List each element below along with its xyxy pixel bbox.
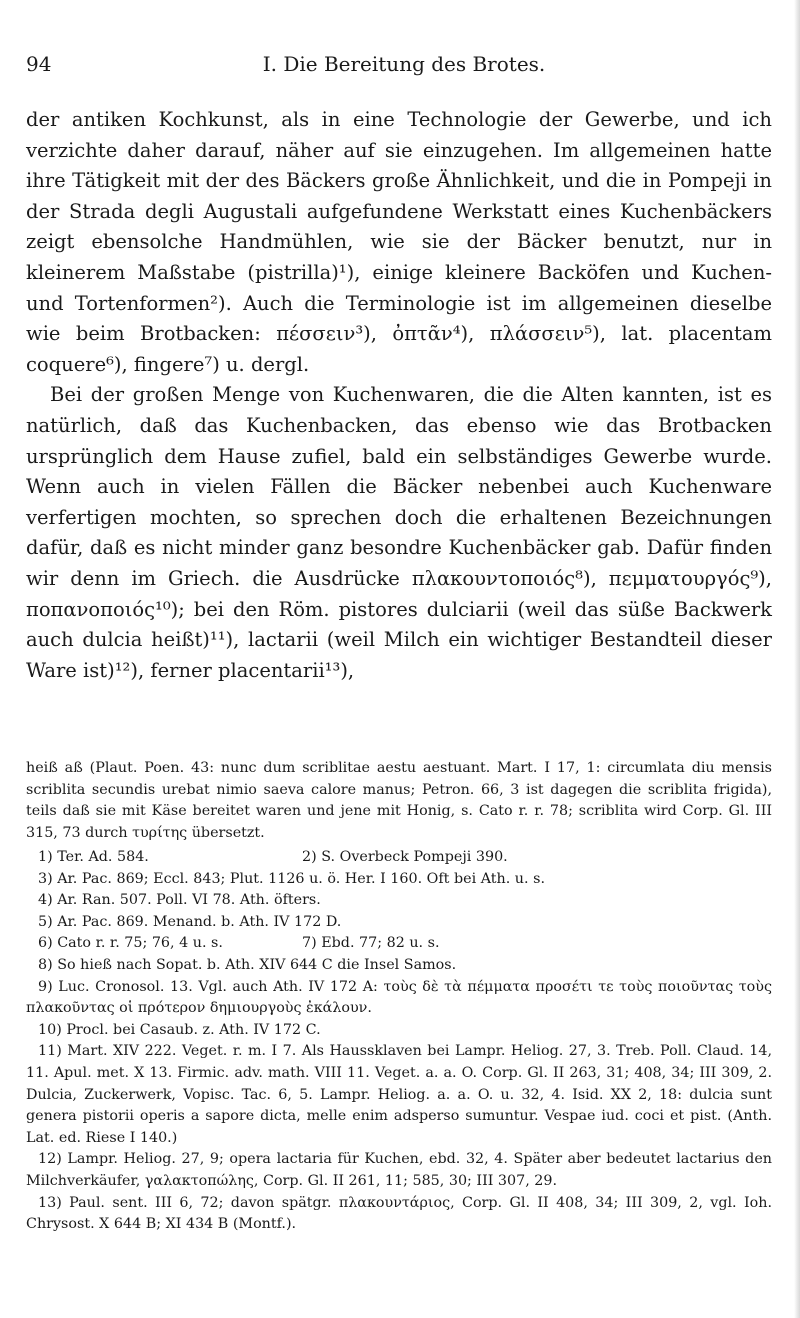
book-page [26,0,782,1318]
footnote: 11) Mart. XIV 222. Veget. r. m. I 7. Als Haussklaven bei Lampr. Heliog. 27, 3. Treb. Poll. Claud. 14, 11. Apul. met. X 13. Firmic. adv. math. VIII 11. Veget. a. a. O. Corp. Gl. II 263, 31; 408, 34; III 309, 2. Dulcia, Zuckerwerk, Vopisc. Tac. 6, 5. Lampr. Heliog. a. a. O. u. 32, 4. Isid. XX 2, 18: dulcia sunt genera pistorii operis a sapore dicta, melle enim adsperso sumuntur. Vespae iud. coci et pist. (Anth. Lat. ed. Riese I 140.) [26,1043,772,1146]
footnote: 8) So hieß nach Sopat. b. Ath. XIV 644 C die Insel Samos. [38,956,457,973]
continued-footnote-text: heiß aß (Plaut. Poen. 43: nunc dum scriblitae aestu aestuant. Mart. I 17, 1: circumlata diu mensis scriblita secundis urebat nimio saeva calore manus; Petron. 66, 3 ist dagegen die scriblita frigida), teils daß sie mit Käse bereitet waren und jene mit Honig, s. Cato r. r. 78; scriblita wird Corp. Gl. III 315, 73 durch τυρίτης übersetzt. [26,760,772,841]
page-edge-shadow [794,0,800,1318]
body-paragraph: der antiken Kochkunst, als in eine Technologie der Gewerbe, und ich verzichte daher darauf, näher auf sie einzugehen. Im allgemeinen hatte ihre Tätigkeit mit der des Bäckers große Ähnlichkeit, und die in Pompeji in der Strada degli Augustali aufgefundene Werkstatt eines Kuchenbäckers zeigt ebensolche Handmühlen, wie sie der Bäcker benutzt, nur in kleinerem Maßstabe (pistrilla)¹), einige kleinere Backöfen und Kuchen- und Tortenformen²). Auch die Terminologie ist im allgemeinen dieselbe wie beim Brotbacken: πέσσειν³), ὀπτᾶν⁴), πλάσσειν⁵), lat. placentam coquere⁶), fingere⁷) u. dergl. [26,108,772,376]
footnote: 6) Cato r. r. 75; 76, 4 u. s. [38,935,223,952]
footnote: 13) Paul. sent. III 6, 72; davon spätgr. πλακουντάριος, Corp. Gl. II 408, 34; III 309, 2, vgl. Ioh. Chrysost. X 644 B; XI 434 B (Montf.). [26,1194,772,1233]
footnote: 12) Lampr. Heliog. 27, 9; opera lactaria für Kuchen, ebd. 32, 4. Später aber bedeutet lactarius den Milchverkäufer, γαλακτοπώλης, Corp. Gl. II 261, 11; 585, 30; III 307, 29. [26,1151,772,1189]
chapter-title: I. Die Bereitung des Brotes. [262,52,546,76]
page-number: 94 [26,52,52,76]
footnote: 5) Ar. Pac. 869. Menand. b. Ath. IV 172 D. [38,913,342,930]
footnote-row [26,847,772,869]
continued-footnote [26,758,772,844]
footnote-row [26,933,772,955]
footnote: 1) Ter. Ad. 584. [38,849,149,865]
footnote: 3) Ar. Pac. 869; Eccl. 843; Plut. 1126 u. ö. Her. I 160. Oft bei Ath. u. s. [38,870,545,887]
footnotes [26,847,772,1236]
footnote: 9) Luc. Cronosol. 13. Vgl. auch Ath. IV 172 A: τοὺς δὲ τὰ πέμματα προσέτι τε τοὺς ποιοῦντας τοὺς πλακοῦντας οἱ πρότερον δημιουργοὺς ἐκάλουν. [26,978,772,1017]
footnote: 7) Ebd. 77; 82 u. s. [302,935,440,952]
body-paragraph: Bei der großen Menge von Kuchenwaren, die die Alten kannten, ist es natürlich, daß das Kuchenbacken, das ebenso wie das Brotbacken ursprünglich dem Hause zufiel, bald ein selbständiges Gewerbe wurde. Wenn auch in vielen Fällen die Bäcker nebenbei auch Kuchenware verfertigen mochten, so sprechen doch die erhaltenen Bezeichnungen dafür, daß es nicht minder ganz besondre Kuchenbäcker gab. Dafür finden wir denn im Griech. die Ausdrücke πλακουντοποιός⁸), πεμματουργός⁹), ποπανοποιός¹⁰); bei den Röm. pistores dulciarii (weil das süße Backwerk auch dulcia heißt)¹¹), lactarii (weil Milch ein wichtiger Bestandteil dieser Ware ist)¹²), ferner placentarii¹³), [26,383,772,682]
footnote: 10) Procl. bei Casaub. z. Ath. IV 172 C. [38,1021,321,1038]
footnote: 4) Ar. Ran. 507. Poll. VI 78. Ath. öfters. [38,892,321,909]
main-text [26,105,772,686]
running-header [26,52,782,82]
footnote: 2) S. Overbeck Pompeji 390. [302,849,508,865]
